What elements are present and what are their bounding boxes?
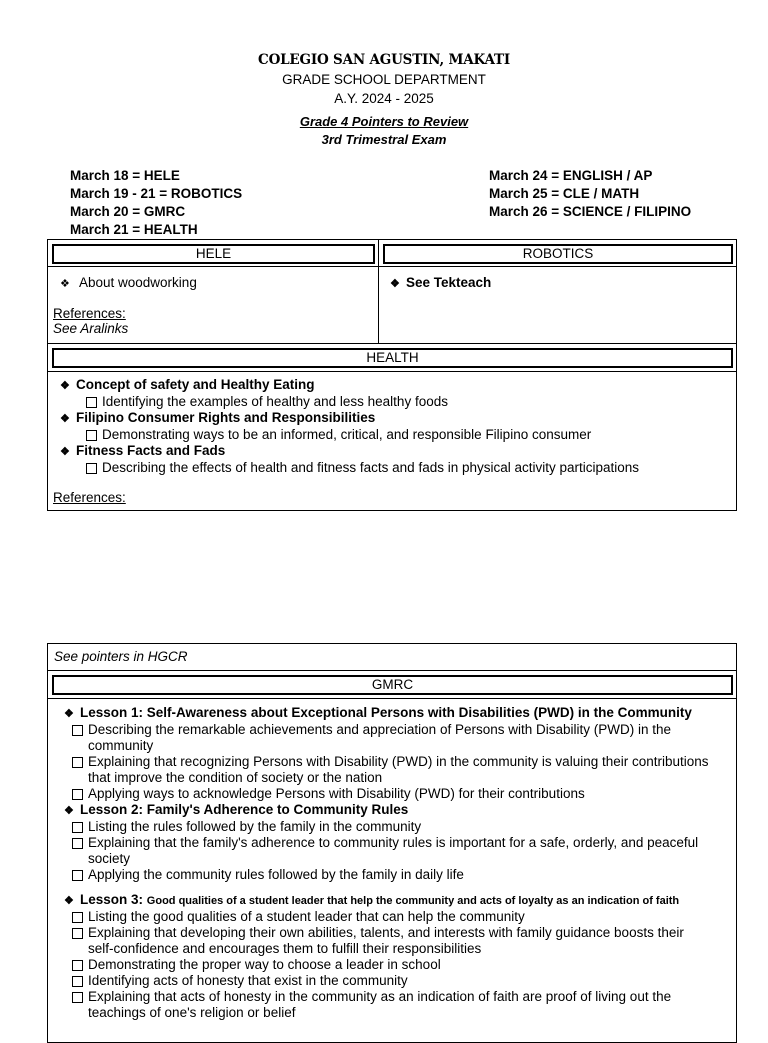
gmrc-item: [72, 754, 724, 786]
schedule-entry: March 21 = HEALTH: [70, 222, 198, 237]
schedule-left: [70, 167, 242, 239]
health-subitem-text: Identifying the examples of healthy and less healthy foods: [102, 394, 448, 409]
checkbox-icon: [72, 960, 83, 971]
checkbox-icon: [72, 870, 83, 881]
row-divider: [47, 371, 737, 372]
gmrc-item-line: Explaining that the family's adherence to community rules is important for a safe, orderly, and peaceful: [88, 835, 699, 850]
gmrc-item-line: Applying ways to acknowledge Persons with Disability (PWD) for their contributions: [88, 786, 585, 801]
gmrc-lesson-title: [64, 705, 724, 722]
diamond-bullet-icon: ❖: [60, 380, 70, 392]
gmrc-item-line: Explaining that developing their own abilities, talents, and interests with family guidance boosts their: [88, 925, 684, 940]
gmrc-lesson-title: [64, 892, 724, 909]
gmrc-item-line: Describing the remarkable achievements and appreciation of Persons with Disability (PWD) in the: [88, 722, 672, 737]
gmrc-item: [72, 819, 724, 835]
health-subitem-text: Describing the effects of health and fitness facts and fads in physical activity participations: [102, 460, 640, 475]
gmrc-lessons: [64, 705, 724, 1021]
school-name: COLEGIO SAN AGUSTIN, MAKATI: [258, 52, 510, 68]
checkbox-icon: [72, 725, 83, 736]
gmrc-item: [72, 989, 724, 1021]
checkbox-icon: [72, 757, 83, 768]
gmrc-item-line: Applying the community rules followed by the family in daily life: [88, 867, 464, 882]
gmrc-item-line: Listing the rules followed by the family in the community: [88, 819, 422, 834]
checkbox-icon: [86, 397, 97, 408]
diamond-bullet-icon: ❖: [64, 805, 74, 817]
health-topics: [60, 377, 639, 476]
gmrc-item-line: Demonstrating the proper way to choose a leader in school: [88, 957, 441, 972]
column-divider: [378, 239, 379, 343]
gmrc-item-line: society: [88, 851, 131, 866]
lesson-1-title: Lesson 1: Self-Awareness about Exceptional Persons with Disabilities (PWD) in the Community: [80, 705, 692, 720]
robotics-header: ROBOTICS: [383, 244, 733, 264]
row-divider: [47, 343, 737, 344]
gmrc-item-line: Listing the good qualities of a student leader that can help the community: [88, 909, 525, 924]
lesson-3-title: Good qualities of a student leader that help the community and acts of loyalty as an indication of faith: [146, 895, 680, 907]
hele-references-label: References:: [53, 306, 126, 321]
hele-item-text: About woodworking: [79, 275, 197, 290]
department: GRADE SCHOOL DEPARTMENT: [282, 72, 486, 87]
health-topic: [60, 443, 639, 460]
gmrc-lesson-title: [64, 802, 724, 819]
health-topic: [60, 377, 639, 394]
hele-item: [60, 275, 197, 292]
health-topic-title: Fitness Facts and Fads: [76, 443, 226, 458]
gmrc-item: [72, 835, 724, 867]
gmrc-header: GMRC: [52, 675, 733, 695]
health-topic: [60, 410, 639, 427]
diamond-bullet-icon: ❖: [60, 413, 70, 425]
diamond-bullet-icon: ❖: [64, 708, 74, 720]
gmrc-item-line: Explaining that acts of honesty in the community as an indication of faith are proof of living out the: [88, 989, 672, 1004]
diamond-bullet-icon: ❖: [390, 278, 400, 290]
checkbox-icon: [72, 789, 83, 800]
health-topic-title: Concept of safety and Healthy Eating: [76, 377, 315, 392]
diamond-bullet-icon: ❖: [64, 895, 74, 907]
exam-title: 3rd Trimestral Exam: [321, 132, 447, 147]
diamond-bullet-icon: ❖: [60, 278, 70, 290]
checkbox-icon: [86, 463, 97, 474]
gmrc-item-line: self-confidence and encourages them to fulfill their responsibilities: [88, 941, 482, 956]
robotics-item: [390, 275, 491, 292]
lesson-3-label: Lesson 3:: [80, 892, 144, 907]
gmrc-item: [72, 867, 724, 883]
gmrc-item: [72, 722, 724, 754]
health-subitem: [86, 427, 639, 443]
schedule-entry: March 18 = HELE: [70, 168, 180, 183]
gmrc-item: [72, 973, 724, 989]
checkbox-icon: [72, 992, 83, 1003]
schedule-entry: March 25 = CLE / MATH: [489, 186, 640, 201]
row-divider: [47, 670, 737, 671]
gmrc-item: [72, 909, 724, 925]
checkbox-icon: [72, 976, 83, 987]
health-subitem-text: Demonstrating ways to be an informed, critical, and responsible Filipino consumer: [102, 427, 592, 442]
schedule-entry: March 26 = SCIENCE / FILIPINO: [489, 204, 692, 219]
robotics-item-text: See Tekteach: [406, 275, 492, 290]
schedule-entry: March 19 - 21 = ROBOTICS: [70, 186, 243, 201]
gmrc-item-line: teachings of one's religion or belief: [88, 1005, 296, 1020]
health-subitem: [86, 394, 639, 410]
gmrc-item-line: Explaining that recognizing Persons with Disability (PWD) in the community is valuing their contributions: [88, 754, 709, 769]
hele-header: HELE: [52, 244, 375, 264]
health-references-label: References:: [53, 490, 126, 505]
gmrc-item-line: community: [88, 738, 154, 753]
health-topic-title: Filipino Consumer Rights and Responsibilities: [76, 410, 376, 425]
row-divider: [47, 698, 737, 699]
gmrc-item: [72, 786, 724, 802]
gmrc-item: [72, 925, 724, 957]
gmrc-item: [72, 957, 724, 973]
academic-year: A.Y. 2024 - 2025: [334, 91, 434, 106]
health-header: HEALTH: [52, 348, 733, 368]
row-divider: [47, 266, 737, 267]
lesson-2-title: Lesson 2: Family's Adherence to Community Rules: [80, 802, 409, 817]
gmrc-item-line: that improve the condition of society or the nation: [88, 770, 383, 785]
schedule-right: [489, 167, 691, 221]
schedule-entry: March 20 = GMRC: [70, 204, 186, 219]
checkbox-icon: [72, 912, 83, 923]
schedule-entry: March 24 = ENGLISH / AP: [489, 168, 653, 183]
gmrc-item-line: Identifying acts of honesty that exist in the community: [88, 973, 408, 988]
checkbox-icon: [72, 928, 83, 939]
diamond-bullet-icon: ❖: [60, 446, 70, 458]
checkbox-icon: [72, 822, 83, 833]
hele-references-value: See Aralinks: [53, 321, 129, 336]
checkbox-icon: [86, 430, 97, 441]
document-subtitle: Grade 4 Pointers to Review: [299, 114, 469, 129]
checkbox-icon: [72, 838, 83, 849]
health-subitem: [86, 460, 639, 476]
hgcr-note: See pointers in HGCR: [54, 649, 188, 664]
